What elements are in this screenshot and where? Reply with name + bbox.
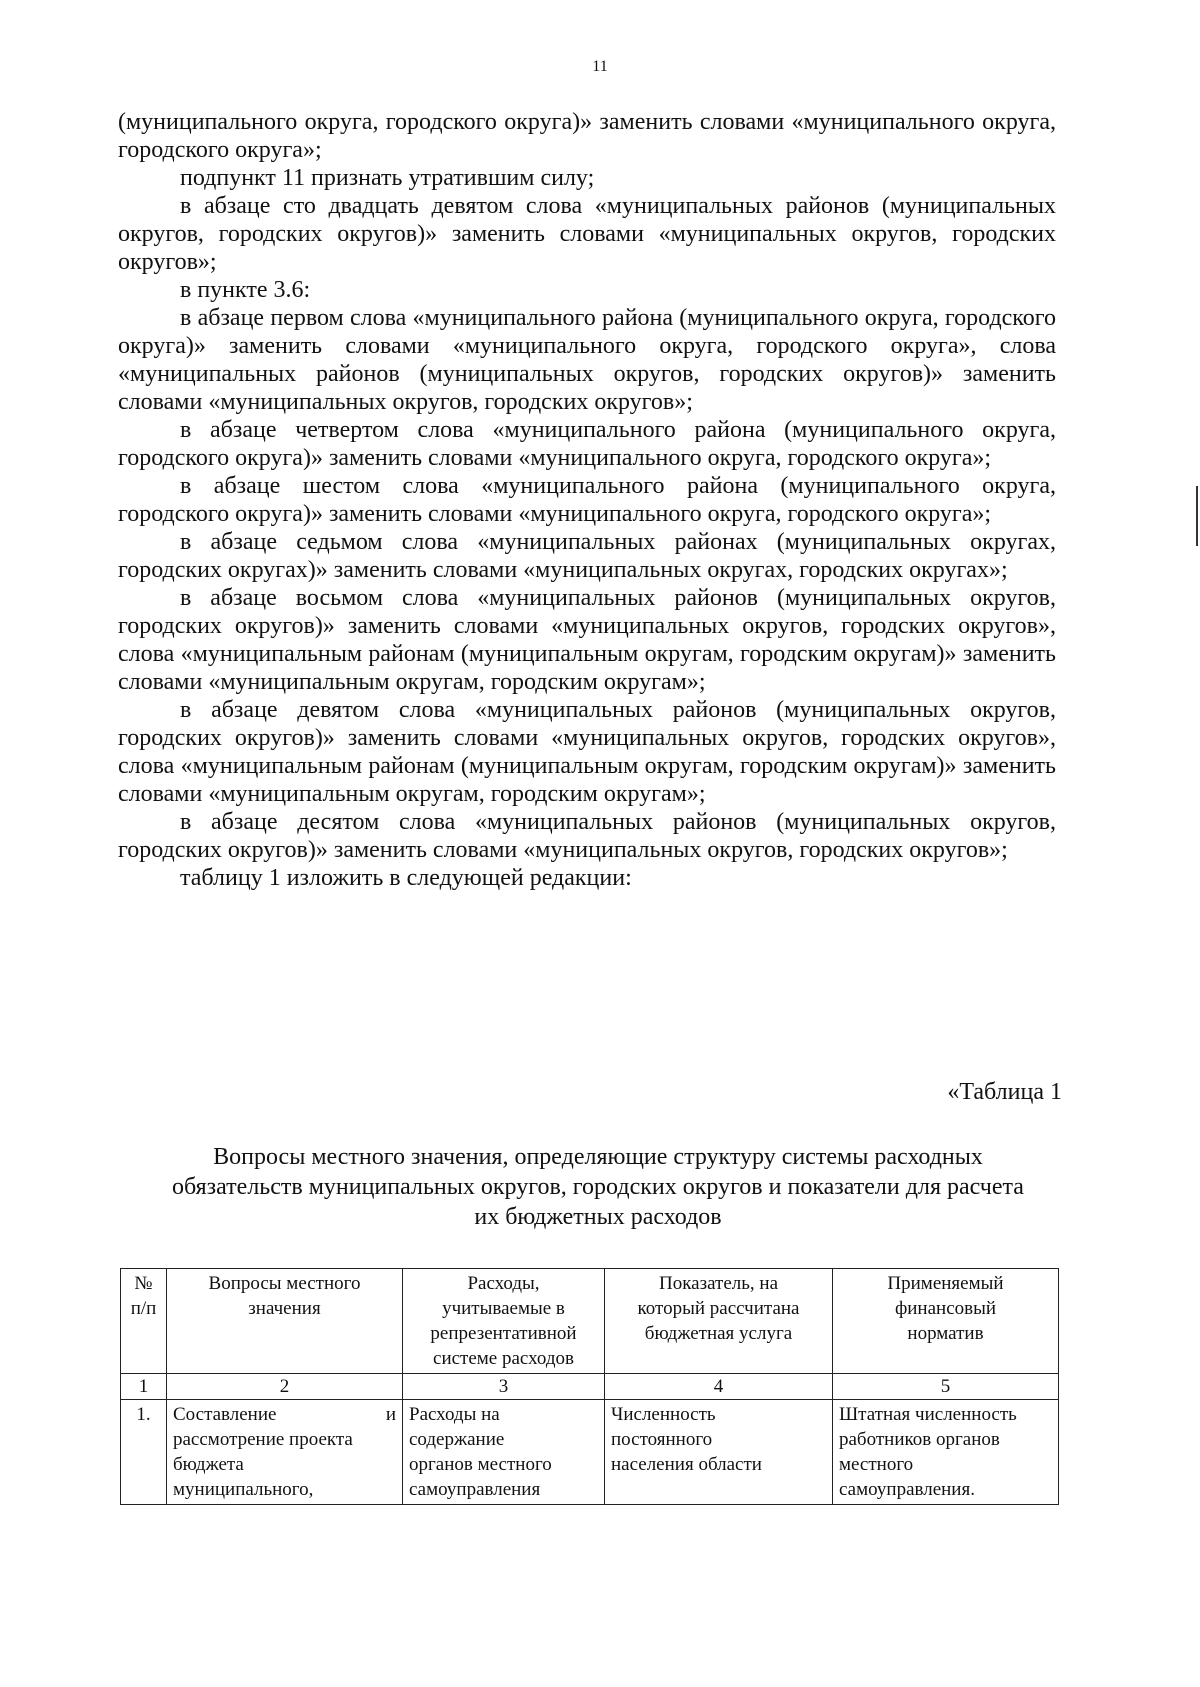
- cell-line: Вопросы местного: [208, 1273, 361, 1294]
- cell-line: Расходы на: [409, 1404, 500, 1425]
- table-title-line: Вопросы местного значения, определяющие структуру системы расходных: [213, 1144, 983, 1170]
- cell-line: значения: [248, 1298, 321, 1319]
- cell-line: учитываемые в: [442, 1298, 565, 1319]
- cell-line: Показатель, на: [658, 1273, 779, 1294]
- row-expenses: [403, 1400, 605, 1505]
- cell-line: бюджетная услуга: [644, 1323, 793, 1344]
- cell-line: который рассчитана: [637, 1298, 800, 1319]
- row-normative: [833, 1400, 1059, 1505]
- cell-line: репрезентативной: [430, 1323, 577, 1344]
- cell-line: постоянного: [611, 1429, 713, 1450]
- column-number-row: [121, 1374, 1059, 1400]
- budget-table: [120, 1268, 1059, 1505]
- cell-line: [173, 1402, 396, 1427]
- scan-mark: [1196, 486, 1198, 546]
- cell-word: и: [385, 1404, 396, 1425]
- table-title-line: их бюджетных расходов: [474, 1204, 722, 1230]
- paragraph: в абзаце девятом слова «муниципальных районов (муниципальных округов, городских округов)» заменить словами «муниципальных округов, городских округов», слова «муниципальным районам (муниципальным округам, городским округам)» заменить словами «муниципальным округам, городским округам»;: [118, 697, 1056, 807]
- table-label: «Таблица 1: [947, 1079, 1062, 1105]
- paragraph: в абзаце седьмом слова «муниципальных районах (муниципальных округах, городских округах)» заменить словами «муниципальных округах, городских округах»;: [118, 529, 1056, 583]
- paragraph: таблицу 1 изложить в следующей редакции:: [180, 865, 632, 891]
- page-number: 11: [592, 58, 608, 75]
- cell-line: бюджета: [173, 1454, 244, 1475]
- column-number: 1: [121, 1374, 167, 1400]
- cell-line: работников органов: [839, 1429, 1000, 1450]
- table-row: [121, 1400, 1059, 1505]
- header-number: [121, 1269, 167, 1374]
- cell-line: местного: [839, 1454, 914, 1475]
- cell-line: органов местного: [409, 1454, 552, 1475]
- cell-line: самоуправления.: [839, 1479, 975, 1500]
- column-number: 5: [833, 1374, 1059, 1400]
- row-local-issue: [167, 1400, 403, 1505]
- cell-line: Применяемый: [887, 1273, 1004, 1294]
- header-normative: [833, 1269, 1059, 1374]
- table-title: [118, 1142, 1078, 1232]
- row-indicator: [605, 1400, 833, 1505]
- cell-line: системе расходов: [433, 1348, 574, 1369]
- cell-line: норматив: [907, 1323, 984, 1344]
- paragraph: в абзаце первом слова «муниципального района (муниципального округа, городского округа)» заменить словами «муниципального округа, городского округа», слова «муниципальных районов (муниципальных округов, городских округов)» заменить словами «муниципальных округов, городских округов»;: [118, 305, 1056, 415]
- paragraph: (муниципального округа, городского округа)» заменить словами «муниципального округа, городского округа»;: [118, 109, 1056, 163]
- cell-line: финансовый: [894, 1298, 997, 1319]
- paragraph: в абзаце четвертом слова «муниципального района (муниципального округа, городского округа)» заменить словами «муниципального округа, городского округа»;: [118, 417, 1056, 471]
- paragraph: в абзаце восьмом слова «муниципальных районов (муниципальных округов, городских округов)» заменить словами «муниципальных округов, городских округов», слова «муниципальным районам (муниципальным округам, городским округам)» заменить словами «муниципальным округам, городским округам»;: [118, 585, 1056, 695]
- header-local-issues: [167, 1269, 403, 1374]
- cell-line: №: [134, 1273, 153, 1294]
- body-text: [118, 108, 1056, 892]
- cell-line: Расходы,: [467, 1273, 540, 1294]
- cell-line: населения области: [611, 1454, 762, 1475]
- cell-line: рассмотрение проекта: [173, 1429, 353, 1450]
- header-indicator: [605, 1269, 833, 1374]
- column-number: 4: [605, 1374, 833, 1400]
- paragraph: в абзаце десятом слова «муниципальных районов (муниципальных округов, городских округов)» заменить словами «муниципальных округов, городских округов»;: [118, 809, 1056, 863]
- cell-line: Численность: [611, 1404, 716, 1425]
- paragraph: в пункте 3.6:: [180, 277, 311, 303]
- cell-line: самоуправления: [409, 1479, 541, 1500]
- cell-line: муниципального,: [173, 1479, 314, 1500]
- column-number: 3: [403, 1374, 605, 1400]
- header-expenses: [403, 1269, 605, 1374]
- row-number: 1.: [121, 1400, 167, 1505]
- cell-line: содержание: [409, 1429, 505, 1450]
- paragraph: в абзаце шестом слова «муниципального района (муниципального округа, городского округа)» заменить словами «муниципального округа, городского округа»;: [118, 473, 1056, 527]
- table-title-line: обязательств муниципальных округов, городских округов и показатели для расчета: [172, 1174, 1024, 1200]
- cell-line: п/п: [130, 1298, 157, 1319]
- paragraph: в абзаце сто двадцать девятом слова «муниципальных районов (муниципальных округов, городских округов)» заменить словами «муниципальных округов, городских округов»;: [118, 193, 1056, 275]
- cell-line: Штатная численность: [839, 1404, 1017, 1425]
- cell-word: Составление: [173, 1404, 277, 1425]
- column-number: 2: [167, 1374, 403, 1400]
- paragraph: подпункт 11 признать утратившим силу;: [180, 165, 595, 191]
- table-header-row: [121, 1269, 1059, 1374]
